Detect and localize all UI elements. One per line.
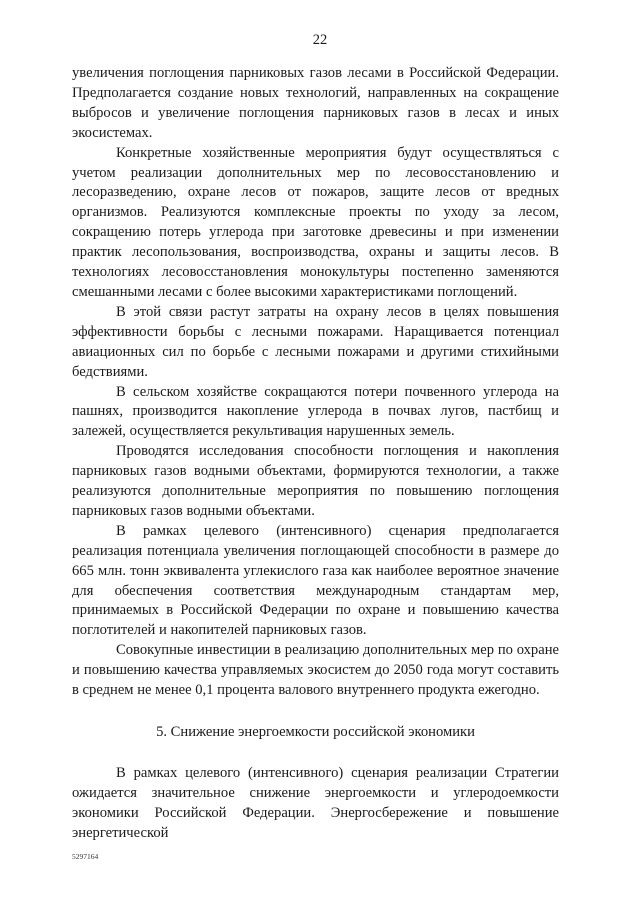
- paragraph: Конкретные хозяйственные мероприятия будут осуществляться с учетом реализации дополнительных мер по лесовосстановлению и лесоразведению, охране лесов от пожаров, защите лесов от вредных организмов. Реализуются комплексные проекты по уходу за лесом, сокращению потерь углерода при заготовке древесины и при изменении практик лесопользования, воспроизводства, охраны и защиты лесов. В технологиях лесовосстановления монокультуры постепенно заменяются смешанными лесами с более высокими характеристиками поглощений.: [72, 144, 559, 300]
- section-heading: 5. Снижение энергоемкости российской экономики: [156, 724, 475, 740]
- paragraph: В сельском хозяйстве сокращаются потери почвенного углерода на пашнях, производится накопление углерода в почвах лугов, пастбищ и залежей, осуществляется рекультивация нарушенных земель.: [72, 383, 559, 440]
- paragraph: Совокупные инвестиции в реализацию дополнительных мер по охране и повышению качества управляемых экосистем до 2050 года могут составить в среднем не менее 0,1 процента валового внутреннего продукта ежегодно.: [72, 642, 559, 699]
- paragraph: В рамках целевого (интенсивного) сценария предполагается реализация потенциала увеличения поглощающей способности в размере до 665 млн. тонн эквивалента углекислого газа как наиболее вероятное значение для обеспечения соответствия международным стандартам мер, принимаемых в Российской Федерации по охране и повышению качества поглотителей и накопителей парниковых газов.: [72, 522, 559, 639]
- document-body: [72, 64, 559, 844]
- page-number: 22: [312, 32, 328, 48]
- paragraph: В этой связи растут затраты на охрану лесов в целях повышения эффективности борьбы с лесными пожарами. Наращивается потенциал авиационных сил по борьбе с лесными пожарами и другими стихийными бедствиями.: [72, 303, 559, 380]
- paragraph: В рамках целевого (интенсивного) сценария реализации Стратегии ожидается значительное снижение энергоемкости и углеродоемкости экономики Российской Федерации. Энергосбережение и повышение энергетической: [72, 765, 559, 841]
- paragraph: Проводятся исследования способности поглощения и накопления парниковых газов водными объектами, формируются технологии, а также реализуются дополнительные мероприятия по повышению поглощения парниковых газов водными объектами.: [72, 443, 559, 519]
- paragraph: увеличения поглощения парниковых газов лесами в Российской Федерации. Предполагается создание новых технологий, направленных на сокращение выбросов и увеличение поглощения парниковых газов в лесах и иных экосистемах.: [72, 65, 559, 141]
- document-id: 5297164: [72, 852, 99, 861]
